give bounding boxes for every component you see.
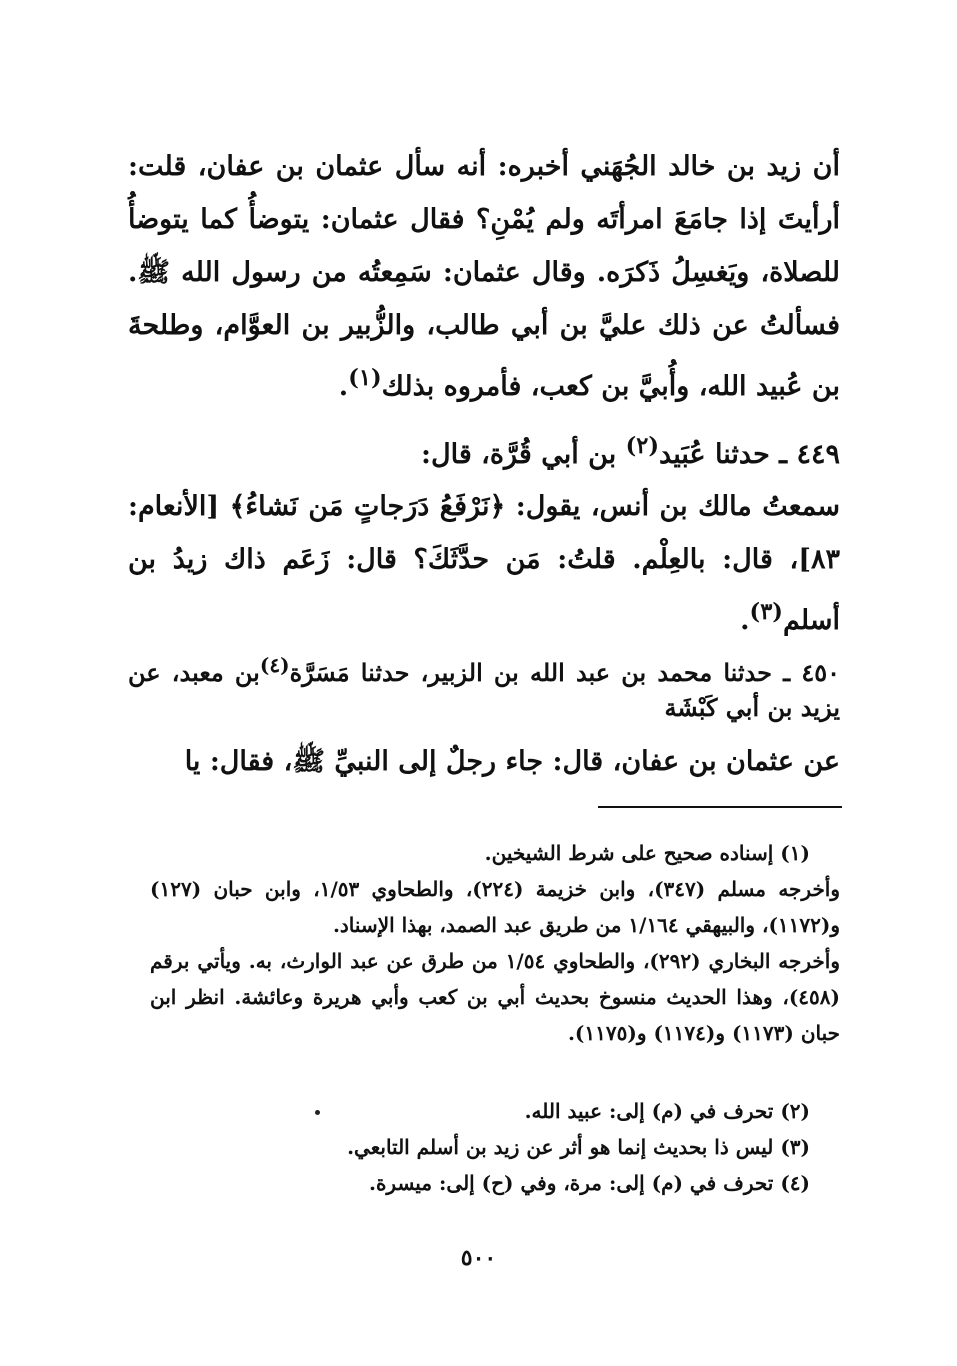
footnote-ref-2: (٢) xyxy=(625,433,660,459)
text-paragraph-2 xyxy=(128,480,840,647)
text-paragraph-3 xyxy=(128,735,840,788)
hadith-450-text-end: بن معبد، عن يزيد بن أبي كَبْشَة xyxy=(128,658,840,722)
stray-dot xyxy=(315,1110,320,1115)
footnote-separator xyxy=(598,806,842,808)
footnote-ref-1: (١) xyxy=(348,365,382,391)
paragraph-3-text: عن عثمان بن عفان، قال: جاء رجلٌ إلى النبيِّ ﷺ، فقال: يا xyxy=(184,746,840,777)
paragraph-2-end: . xyxy=(740,605,750,636)
page-number: ٥٠٠ xyxy=(460,1245,497,1271)
footnote-3: (٣) ليس ذا بحديث إنما هو أثر عن زيد بن أسلم التابعي. xyxy=(347,1135,810,1159)
footnotes-2-4 xyxy=(150,1093,840,1201)
footnote-ref-4: (٤) xyxy=(259,653,290,677)
hadith-449-heading xyxy=(128,420,840,481)
hadith-449-text: ٤٤٩ ـ حدثنا عُبَيد xyxy=(659,439,840,470)
text-paragraph-1 xyxy=(128,140,840,413)
footnote-1-body-a: وأخرجه مسلم (٣٤٧)، وابن خزيمة (٢٢٤)، والطحاوي ١/٥٣، وابن حبان (١٢٧) و(١١٧٢)، والبيهقي ١/١٦٤ من طريق عبد الصمد، بهذا الإسناد. xyxy=(150,877,841,937)
footnote-4: (٤) تحرف في (م) إلى: مرة، وفي (ح) إلى: ميسرة. xyxy=(368,1171,810,1195)
paragraph-1-end: . xyxy=(338,371,349,402)
footnote-1-head: (١) إسناده صحيح على شرط الشيخين. xyxy=(484,841,810,865)
footnote-1-body-b: وأخرجه البخاري (٢٩٢)، والطحاوي ١/٥٤ من طرق عن عبد الوارث، به. ويأتي برقم (٤٥٨)، وهذا الحديث منسوخ بحديث أبي بن كعب وأبي هريرة وعائشة. انظر ابن حبان (١١٧٣) و(١١٧٤) و(١١٧٥). xyxy=(150,949,841,1045)
paragraph-2-text: سمعتُ مالك بن أنس، يقول: ﴿نَرْفَعُ دَرَجاتٍ مَن نَشاءُ﴾ [الأنعام: ٨٣]، قال: بالعِلْم. قلتُ: مَن حدَّثَكَ؟ قال: زَعَم ذاك زيدُ بن أسلم xyxy=(128,491,840,636)
hadith-450-heading xyxy=(128,648,840,725)
paragraph-1-text: أن زيد بن خالد الجُهَني أخبره: أنه سأل عثمان بن عفان، قلت: أرأيتَ إذا جامَعَ امرأتَه ولم يُمْنِ؟ فقال عثمان: يتوضأُ كما يتوضأُ للصلاة، ويَغسِلُ ذَكرَه. وقال عثمان: سَمِعتُه من رسول الله ﷺ. فسألتُ عن ذلك عليَّ بن أبي طالب، والزُّبير بن العوَّام، وطلحةَ بن عُبيد الله، وأُبيَّ بن كعب، فأمروه بذلك xyxy=(128,151,840,402)
hadith-450-text: ٤٥٠ ـ حدثنا محمد بن عبد الله بن الزبير، حدثنا مَسَرَّة xyxy=(289,658,840,687)
hadith-449-text-end: بن أبي قُرَّة، قال: xyxy=(421,439,626,470)
footnote-1 xyxy=(150,835,840,1051)
footnote-2: (٢) تحرف في (م) إلى: عبيد الله. xyxy=(524,1099,810,1123)
footnote-ref-3: (٣) xyxy=(749,599,783,625)
